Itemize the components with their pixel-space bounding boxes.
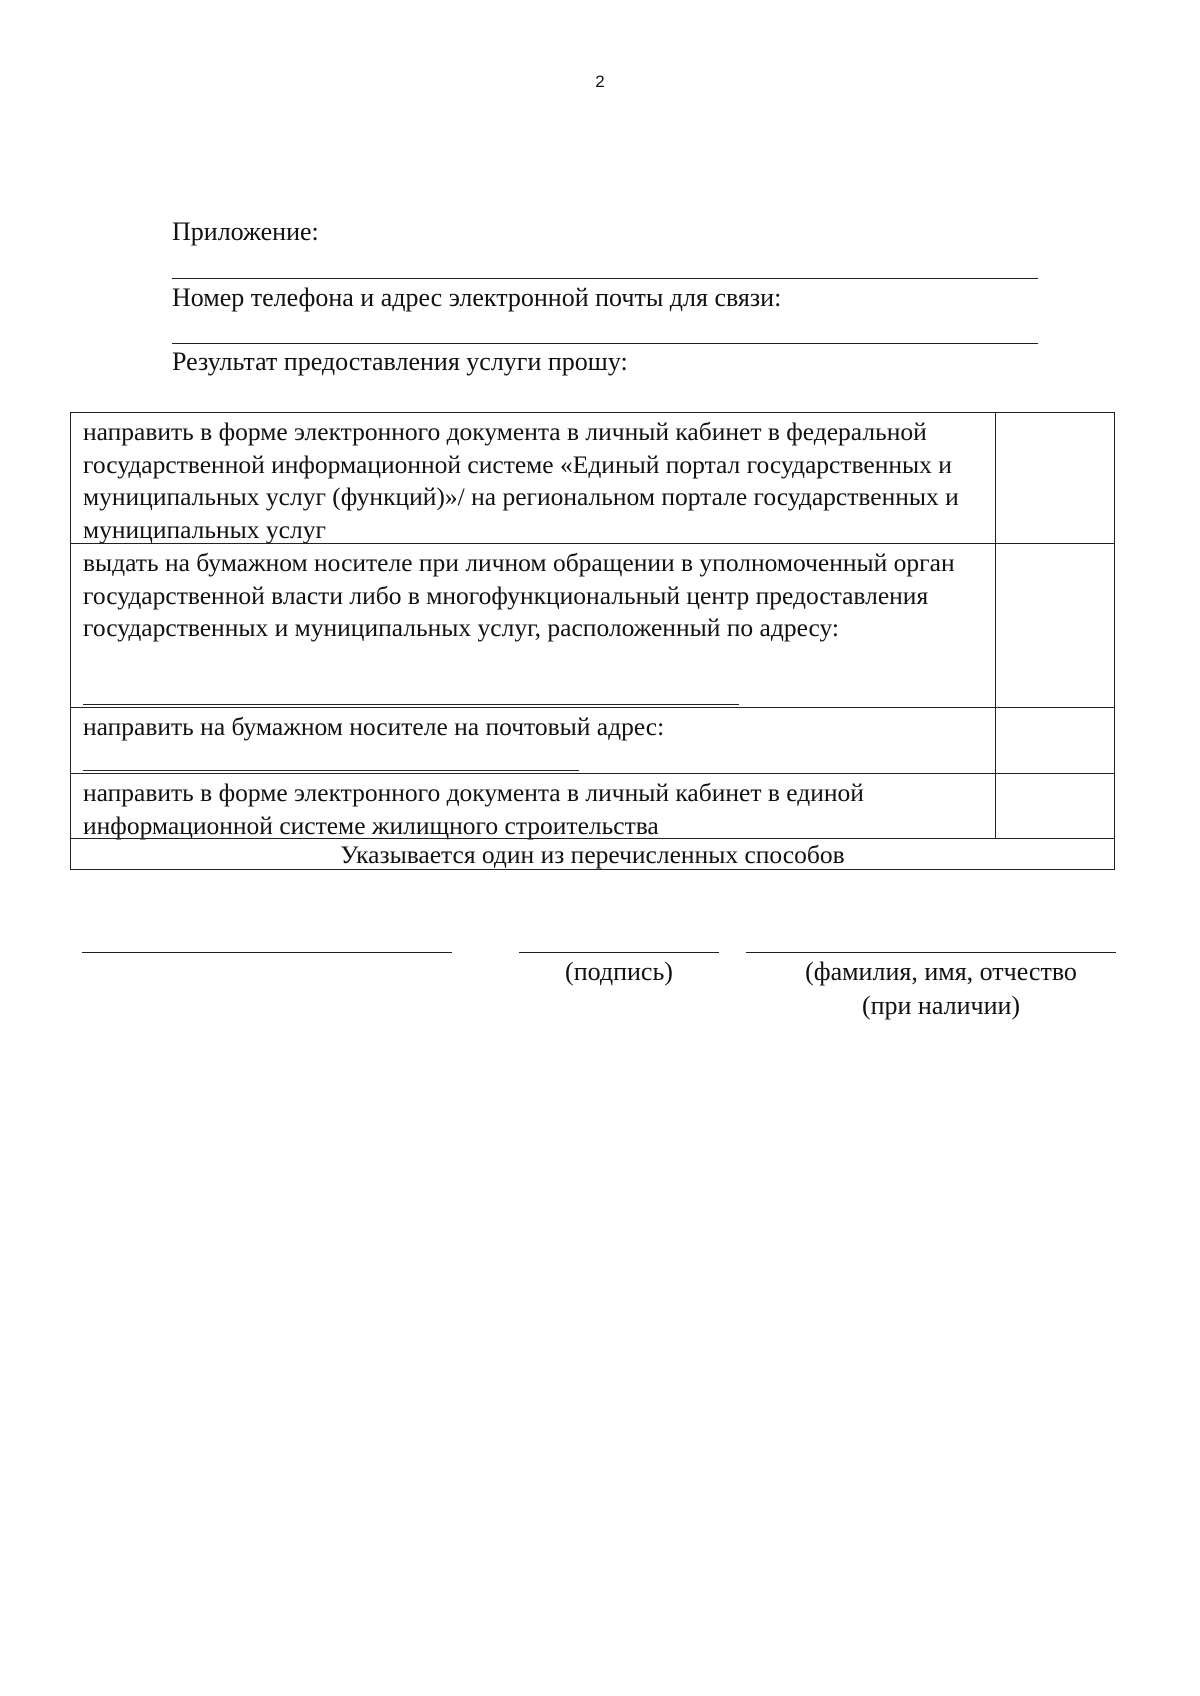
page-number: 2 (595, 72, 605, 91)
attachment-field[interactable] (172, 278, 1038, 279)
option-row-mail (71, 707, 1114, 773)
option-text-mail: направить на бумажном носителе на почтовый адрес: (83, 712, 665, 741)
full-name-caption-note: (при наличии) (861, 991, 1021, 1020)
in-person-address-field[interactable] (83, 704, 739, 705)
contact-field[interactable] (172, 343, 1038, 344)
table-note: Указывается один из перечисленных способов (71, 838, 1114, 869)
option-checkbox-housing-system[interactable] (995, 774, 1115, 838)
option-text-housing-system: направить в форме электронного документа в личный кабинет в единой информационной системе жилищного строительства (83, 778, 864, 840)
attachment-label: Приложение: (172, 217, 319, 246)
full-name-caption: (фамилия, имя, отчество (805, 957, 1077, 986)
mail-address-field[interactable] (83, 770, 579, 771)
signature-line[interactable] (519, 952, 719, 953)
position-signature-line[interactable] (82, 952, 452, 953)
option-text-portal: направить в форме электронного документа в личный кабинет в федеральной государственной информационной системе «Единый портал государственных и муниципальных услуг (функций)»/ на региональном портале государственных и муниципальных услуг (83, 417, 959, 544)
option-text-in-person: выдать на бумажном носителе при личном обращении в уполномоченный орган государственной власти либо в многофункциональный центр предоставления государственных и муниципальных услуг, расположенный по адресу: (83, 548, 955, 642)
contact-label: Номер телефона и адрес электронной почты для связи: (172, 283, 782, 312)
signature-caption: (подпись) (565, 957, 673, 986)
result-label: Результат предоставления услуги прошу: (172, 347, 628, 376)
delivery-method-table (70, 412, 1115, 870)
full-name-line[interactable] (746, 952, 1116, 953)
option-row-housing-system (71, 773, 1114, 838)
option-checkbox-in-person[interactable] (995, 544, 1115, 707)
option-row-portal (71, 413, 1114, 543)
option-checkbox-portal[interactable] (995, 413, 1115, 543)
option-checkbox-mail[interactable] (995, 708, 1115, 773)
option-row-in-person (71, 543, 1114, 707)
